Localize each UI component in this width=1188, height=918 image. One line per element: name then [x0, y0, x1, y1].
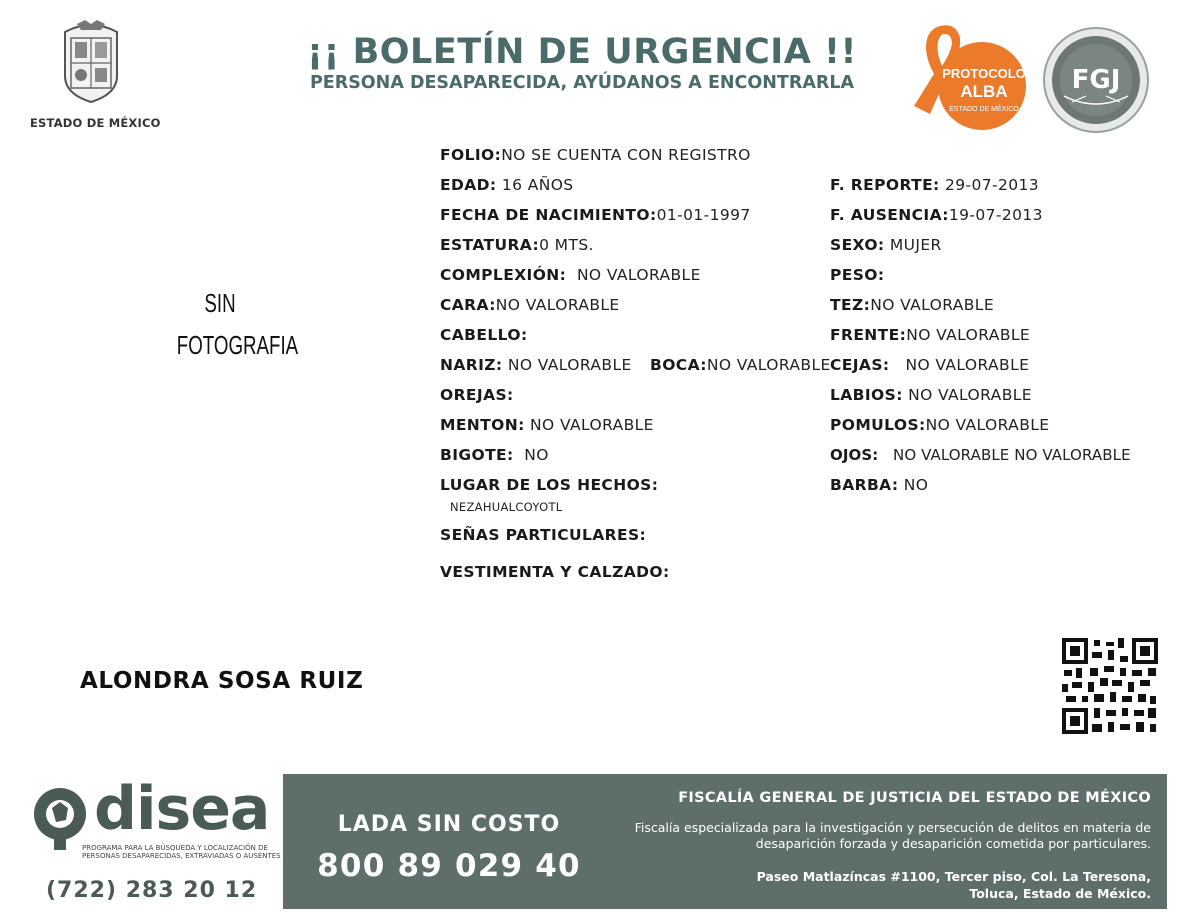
field-barba — [830, 475, 928, 495]
missing-person-name: ALONDRA SOSA RUIZ — [80, 668, 364, 694]
field-frente-value: NO VALORABLE — [906, 326, 1031, 344]
field-frente-label: FRENTE: — [830, 326, 907, 344]
field-menton-label: MENTON: — [440, 416, 525, 434]
field-cabello-label: CABELLO: — [440, 326, 528, 344]
field-labios-label: LABIOS: — [830, 386, 903, 404]
field-menton — [440, 415, 654, 435]
field-boca-label: BOCA: — [650, 356, 707, 374]
field-nariz-label: NARIZ: — [440, 356, 503, 374]
protocolo-alba-logo — [900, 22, 1028, 132]
field-nariz-value: NO VALORABLE — [507, 356, 632, 374]
fgj-logo — [1042, 26, 1150, 134]
field-nariz — [440, 355, 632, 375]
field-boca-value: NO VALORABLE — [706, 356, 831, 374]
field-tez-label: TEZ: — [830, 296, 871, 314]
field-labios — [830, 385, 1032, 405]
fiscalia-description: Fiscalía especializada para la investigación y persecución de delitos en materia de desaparición forzada y desaparición cometida por particulares. — [634, 820, 1151, 851]
photo-placeholder — [176, 282, 299, 366]
field-fecha-nacimiento-label: FECHA DE NACIMIENTO: — [440, 206, 657, 224]
field-vestimenta-label: VESTIMENTA Y CALZADO: — [440, 563, 670, 581]
field-fecha-nacimiento-value: 01-01-1997 — [656, 206, 751, 224]
field-boca — [650, 355, 831, 375]
field-f-reporte-value: 29-07-2013 — [944, 176, 1040, 194]
field-barba-label: BARBA: — [830, 476, 899, 494]
field-menton-value: NO VALORABLE — [530, 416, 654, 434]
field-complexion — [440, 265, 701, 285]
field-edad-label: EDAD: — [440, 176, 497, 194]
field-pomulos-value: NO VALORABLE — [925, 416, 1050, 434]
fgj-seal-icon — [1042, 26, 1150, 134]
fiscalia-address-line2: Toluca, Estado de México. — [969, 886, 1151, 901]
field-vestimenta — [440, 562, 670, 582]
field-frente — [830, 325, 1030, 345]
field-f-ausencia-label: F. AUSENCIA: — [830, 206, 949, 224]
field-folio — [440, 145, 751, 165]
fiscalia-address-line1: Paseo Matlazíncas #1100, Tercer piso, Col. La Teresona, — [756, 869, 1151, 884]
bulletin-subtitle: PERSONA DESAPARECIDA, AYÚDANOS A ENCONTRARLA — [309, 73, 855, 93]
field-orejas — [440, 385, 514, 405]
field-estatura-value: 0 MTS. — [539, 236, 594, 254]
toll-free-label: LADA SIN COSTO — [337, 812, 561, 837]
field-fecha-nacimiento — [440, 205, 751, 225]
toll-free-block — [303, 810, 595, 886]
odisea-wordmark: disea — [94, 774, 270, 844]
field-f-reporte-label: F. REPORTE: — [830, 176, 940, 194]
field-senas-label: SEÑAS PARTICULARES: — [440, 526, 647, 544]
field-cabello — [440, 325, 528, 345]
field-cara — [440, 295, 620, 315]
field-senas — [440, 525, 646, 545]
orange-ribbon-icon — [900, 22, 1028, 132]
state-name: ESTADO DE MÉXICO — [30, 116, 161, 130]
field-tez — [830, 295, 994, 315]
field-pomulos — [830, 415, 1049, 435]
odisea-caption: PROGRAMA PARA LA BÚSQUEDA Y LOCALIZACIÓN DE PERSONAS DESAPARECIDAS, EXTRAVIADAS O AUSENTES — [82, 844, 281, 860]
field-lugar-hechos — [440, 475, 658, 495]
field-complexion-label: COMPLEXIÓN: — [440, 266, 567, 284]
estado-de-mexico-logo — [30, 18, 161, 130]
field-peso-label: PESO: — [830, 266, 885, 284]
field-bigote-label: BIGOTE: — [440, 446, 514, 464]
field-edad-value: 16 AÑOS — [501, 176, 574, 194]
odisea-map-pin-icon — [30, 786, 92, 850]
bulletin-header — [262, 32, 902, 94]
field-cejas — [830, 355, 1029, 375]
field-ojos-value: NO VALORABLE NO VALORABLE — [893, 446, 1131, 464]
field-complexion-value: NO VALORABLE — [576, 266, 701, 284]
odisea-phone[interactable]: (722) 283 20 12 — [46, 878, 258, 903]
field-cara-label: CARA: — [440, 296, 496, 314]
field-tez-value: NO VALORABLE — [870, 296, 995, 314]
field-lugar-hechos-value: NEZAHUALCOYOTL — [450, 500, 563, 514]
fiscalia-title: FISCALÍA GENERAL DE JUSTICIA DEL ESTADO DE MÉXICO — [678, 790, 1151, 806]
field-f-ausencia — [830, 205, 1043, 225]
field-orejas-label: OREJAS: — [440, 386, 514, 404]
field-lugar-hechos-label: LUGAR DE LOS HECHOS: — [440, 476, 659, 494]
field-sexo — [830, 235, 942, 255]
state-coat-of-arms-icon — [55, 18, 127, 104]
svg-text:ALBA: ALBA — [960, 82, 1008, 101]
svg-text:ESTADO DE MÉXICO: ESTADO DE MÉXICO — [949, 106, 1019, 113]
field-sexo-value: MUJER — [889, 236, 942, 254]
fiscalia-info — [591, 788, 1151, 902]
field-estatura-label: ESTATURA: — [440, 236, 540, 254]
field-ojos — [830, 445, 1131, 465]
field-estatura — [440, 235, 594, 255]
field-cara-value: NO VALORABLE — [495, 296, 620, 314]
field-cejas-value: NO VALORABLE — [905, 356, 1030, 374]
field-peso — [830, 265, 885, 285]
svg-text:PROTOCOLO: PROTOCOLO — [942, 66, 1026, 81]
qr-code-icon[interactable] — [1062, 638, 1158, 734]
field-cejas-label: CEJAS: — [830, 356, 890, 374]
field-bigote — [440, 445, 549, 465]
field-sexo-label: SEXO: — [830, 236, 885, 254]
field-f-reporte — [830, 175, 1039, 195]
field-f-ausencia-value: 19-07-2013 — [948, 206, 1043, 224]
photo-placeholder-line1: SIN — [204, 288, 236, 318]
svg-text:FGJ: FGJ — [1071, 65, 1121, 95]
field-folio-label: FOLIO: — [440, 146, 502, 164]
field-ojos-label: OJOS: — [830, 446, 879, 464]
bulletin-title: ¡¡ BOLETÍN DE URGENCIA !! — [307, 32, 857, 72]
field-edad — [440, 175, 574, 195]
field-folio-value: NO SE CUENTA CON REGISTRO — [501, 146, 751, 164]
toll-free-number[interactable]: 800 89 029 40 — [317, 848, 581, 884]
field-barba-value: NO — [903, 476, 929, 494]
field-pomulos-label: POMULOS: — [830, 416, 926, 434]
photo-placeholder-line2: FOTOGRAFIA — [176, 330, 299, 360]
field-bigote-value: NO — [524, 446, 549, 464]
footer-contact-band — [283, 774, 1167, 909]
field-labios-value: NO VALORABLE — [908, 386, 1032, 404]
